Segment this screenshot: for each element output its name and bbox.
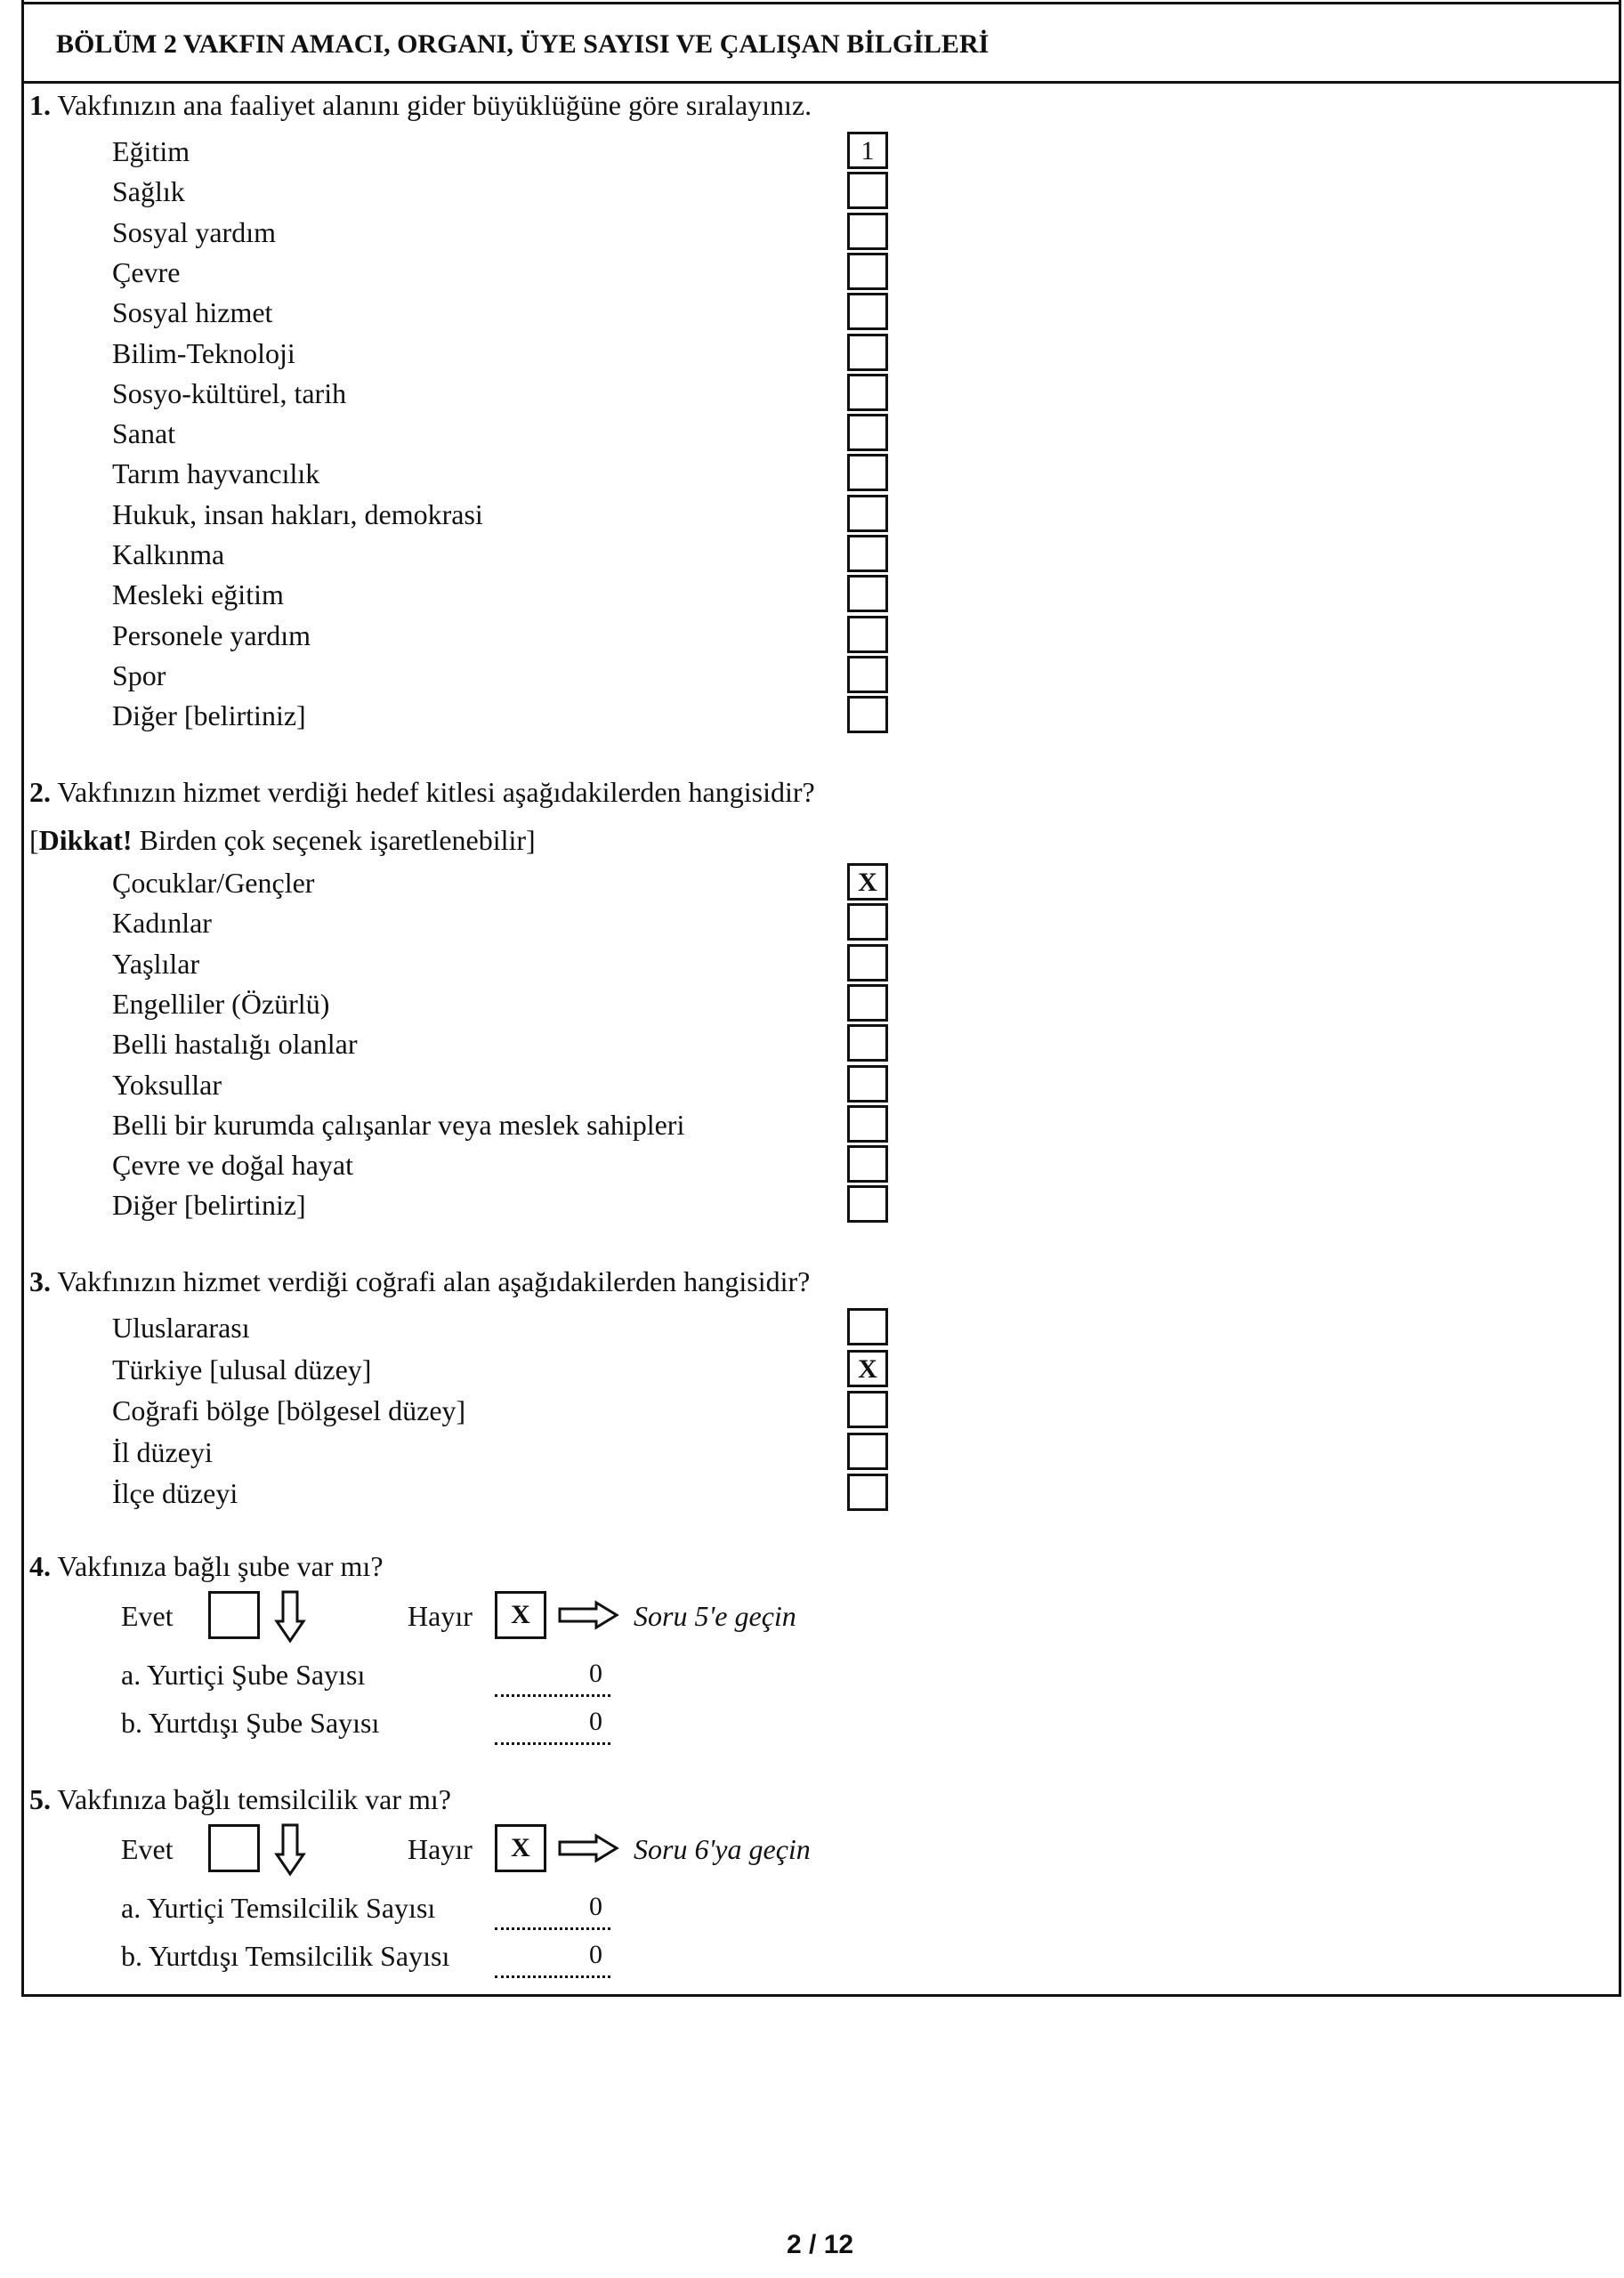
q4-foreign-branch-label: b. Yurtdışı Şube Sayısı [121, 1707, 380, 1739]
option-answer-box[interactable] [847, 1065, 888, 1103]
option-label: Engelliler (Özürlü) [112, 987, 330, 1020]
option-label: Uluslararası [112, 1312, 250, 1344]
q5-hayir-checkbox[interactable]: X [495, 1824, 546, 1872]
option-label: Belli bir kurumda çalışanlar veya meslek sahipleri [112, 1108, 685, 1141]
option-label: Yoksullar [112, 1068, 222, 1101]
option-answer-box[interactable] [847, 253, 888, 290]
question-number: 4. [29, 1550, 51, 1582]
option-answer-box[interactable]: X [847, 1350, 888, 1387]
option-label: İl düzeyi [112, 1435, 213, 1468]
option-answer-box[interactable] [847, 414, 888, 451]
evet-label: Evet [121, 1833, 174, 1865]
question-text: Vakfınıza bağlı şube var mı? [51, 1550, 384, 1582]
note-warning: Dikkat! [38, 824, 133, 856]
option-label: Yaşlılar [112, 947, 200, 980]
q5-foreign-office-label: b. Yurtdışı Temsilcilik Sayısı [121, 1940, 450, 1972]
option-answer-box[interactable] [847, 1308, 888, 1345]
option-label: Belli hastalığı olanlar [112, 1028, 358, 1061]
option-answer-box[interactable] [847, 984, 888, 1022]
option-label: Sağlık [112, 175, 185, 208]
hayir-label: Hayır [408, 1600, 473, 1632]
question-text: Vakfınıza bağlı temsilcilik var mı? [51, 1783, 451, 1815]
option-answer-box[interactable] [847, 1433, 888, 1470]
q5-foreign-office-count[interactable]: 0 [589, 1940, 602, 1969]
option-label: Tarım hayvancılık [112, 457, 320, 490]
option-label: Sosyal hizmet [112, 296, 273, 329]
section-header [21, 2, 1621, 84]
option-label: Kadınlar [112, 907, 212, 940]
question-2 [29, 776, 815, 809]
option-answer-box[interactable] [847, 374, 888, 411]
q5-domestic-office-count[interactable]: 0 [589, 1892, 602, 1921]
option-label: Coğrafi bölge [bölgesel düzey] [112, 1394, 466, 1426]
hayir-label: Hayır [408, 1833, 473, 1865]
option-answer-box[interactable] [847, 1024, 888, 1062]
down-arrow-icon [274, 1822, 306, 1878]
option-answer-box[interactable] [847, 535, 888, 572]
right-arrow-icon [557, 1600, 619, 1630]
note-bracket: [ [29, 824, 39, 856]
option-label: Spor [112, 658, 166, 691]
note-text: Birden çok seçenek işaretlenebilir] [132, 824, 536, 856]
option-label: Diğer [belirtiniz] [112, 1189, 306, 1222]
answer-line [495, 1975, 610, 1978]
option-label: Eğitim [112, 135, 190, 167]
option-answer-box[interactable] [847, 656, 888, 693]
question-number: 5. [29, 1783, 51, 1815]
option-label: Sanat [112, 417, 176, 450]
question-5 [29, 1783, 451, 1816]
question-2-note [29, 824, 536, 857]
q4-skip-instruction: Soru 5'e geçin [634, 1600, 796, 1632]
option-answer-box[interactable] [847, 944, 888, 981]
option-answer-box[interactable]: X [847, 863, 888, 901]
option-answer-box[interactable] [847, 454, 888, 491]
option-answer-box[interactable] [847, 1474, 888, 1511]
q4-domestic-branch-count[interactable]: 0 [589, 1659, 602, 1688]
q5-evet-checkbox[interactable] [208, 1824, 260, 1872]
answer-line [495, 1742, 610, 1745]
answer-line [495, 1694, 610, 1697]
down-arrow-icon [274, 1589, 306, 1644]
option-label: Hukuk, insan hakları, demokrasi [112, 497, 483, 530]
option-label: Diğer [belirtiniz] [112, 699, 306, 732]
answer-line [495, 1927, 610, 1930]
option-answer-box[interactable] [847, 1105, 888, 1143]
question-text: Vakfınızın hizmet verdiği coğrafi alan aşağıdakilerden hangisidir? [51, 1265, 811, 1297]
option-label: Çevre [112, 255, 181, 288]
question-number: 2. [29, 776, 51, 808]
q5-skip-instruction: Soru 6'ya geçin [634, 1833, 811, 1865]
option-answer-box[interactable] [847, 172, 888, 209]
option-label: Bilim-Teknoloji [112, 336, 295, 369]
option-answer-box[interactable] [847, 1145, 888, 1183]
option-answer-box[interactable] [847, 495, 888, 532]
option-label: Sosyal yardım [112, 215, 276, 248]
option-label: İlçe düzeyi [112, 1477, 238, 1509]
page-number: 2 / 12 [787, 2230, 854, 2259]
option-label: Personele yardım [112, 618, 311, 651]
option-label: Çevre ve doğal hayat [112, 1149, 353, 1182]
q4-evet-checkbox[interactable] [208, 1591, 260, 1639]
right-arrow-icon [557, 1833, 619, 1863]
q4-foreign-branch-count[interactable]: 0 [589, 1707, 602, 1736]
question-number: 1. [29, 89, 51, 121]
q4-hayir-checkbox[interactable]: X [495, 1591, 546, 1639]
option-answer-box[interactable] [847, 616, 888, 653]
option-answer-box[interactable] [847, 334, 888, 371]
option-answer-box[interactable] [847, 575, 888, 612]
option-answer-box[interactable]: 1 [847, 132, 888, 169]
option-answer-box[interactable] [847, 293, 888, 330]
option-label: Çocuklar/Gençler [112, 867, 315, 899]
option-answer-box[interactable] [847, 696, 888, 733]
question-4 [29, 1550, 384, 1583]
section-title: BÖLÜM 2 VAKFIN AMACI, ORGANI, ÜYE SAYISI VE ÇALIŞAN BİLGİLERİ [56, 29, 990, 59]
option-answer-box[interactable] [847, 1185, 888, 1223]
question-3 [29, 1265, 810, 1298]
option-answer-box[interactable] [847, 903, 888, 941]
question-number: 3. [29, 1265, 51, 1297]
question-1 [29, 89, 812, 122]
option-label: Türkiye [ulusal düzey] [112, 1353, 372, 1385]
option-label: Mesleki eğitim [112, 578, 284, 611]
question-text: Vakfınızın ana faaliyet alanını gider büyüklüğüne göre sıralayınız. [51, 89, 812, 121]
option-answer-box[interactable] [847, 1391, 888, 1428]
option-label: Kalkınma [112, 538, 225, 570]
question-text: Vakfınızın hizmet verdiği hedef kitlesi aşağıdakilerden hangisidir? [51, 776, 815, 808]
evet-label: Evet [121, 1600, 174, 1632]
q4-domestic-branch-label: a. Yurtiçi Şube Sayısı [121, 1659, 366, 1691]
q5-domestic-office-label: a. Yurtiçi Temsilcilik Sayısı [121, 1892, 436, 1924]
option-answer-box[interactable] [847, 213, 888, 250]
option-label: Sosyo-kültürel, tarih [112, 376, 347, 409]
